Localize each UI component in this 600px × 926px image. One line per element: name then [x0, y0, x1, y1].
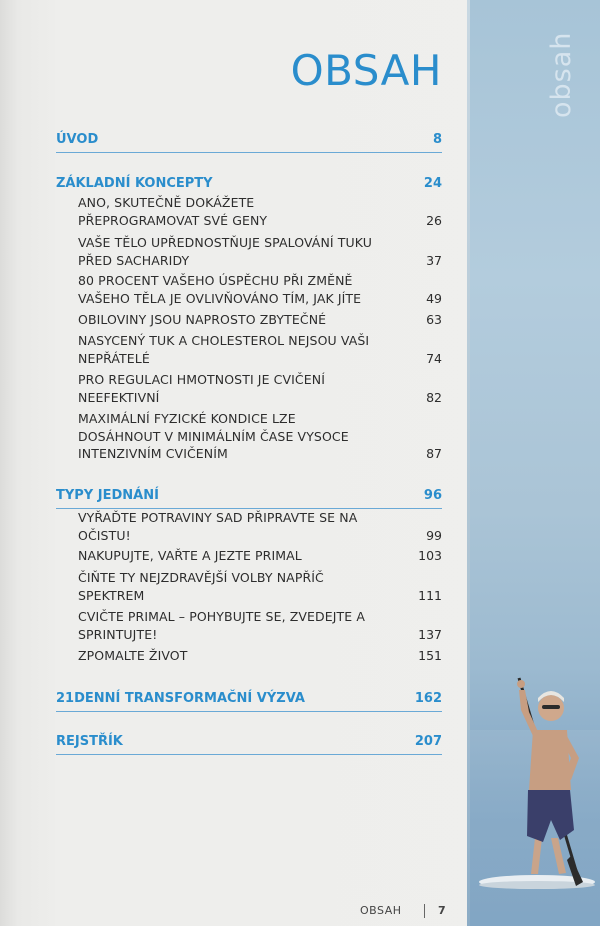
section-page: 24	[423, 175, 442, 191]
toc-item[interactable]	[78, 272, 442, 307]
toc-item-page: 74	[426, 350, 442, 366]
toc-item-page: 99	[426, 527, 442, 543]
toc-item[interactable]	[78, 569, 442, 604]
page-title: OBSAH	[290, 46, 442, 95]
toc-item-page: 137	[418, 626, 442, 642]
toc-item[interactable]	[78, 371, 442, 406]
page-number: 7	[438, 904, 446, 917]
toc-item-title: ZPOMALTE ŽIVOT	[78, 648, 188, 663]
toc-section-21denni-vyzva[interactable]	[56, 689, 442, 712]
toc-section-rejstrik[interactable]	[56, 732, 442, 755]
toc-item-page: 82	[426, 389, 442, 405]
toc-item[interactable]	[78, 332, 442, 367]
section-title: TYPY JEDNÁNÍ	[56, 487, 159, 503]
toc-item[interactable]	[78, 311, 442, 329]
toc-item-page: 103	[418, 548, 442, 563]
toc-item-title: VAŠE TĚLO UPŘEDNOSTŇUJE SPALOVÁNÍ TUKU PŘED SACHARIDY	[78, 235, 372, 268]
section-title: ÚVOD	[56, 131, 99, 147]
section-page: 207	[414, 733, 442, 749]
section-title: 21DENNÍ TRANSFORMAČNÍ VÝZVA	[56, 690, 305, 706]
section-title: ZÁKLADNÍ KONCEPTY	[56, 175, 213, 191]
toc-item[interactable]	[78, 647, 442, 665]
toc-section-typy-jednani[interactable]	[56, 486, 442, 509]
toc-item[interactable]	[78, 509, 442, 544]
section-page: 162	[414, 690, 442, 706]
toc-item[interactable]	[78, 234, 442, 269]
toc-item-page: 63	[426, 312, 442, 327]
footer-divider	[424, 904, 425, 918]
toc-section-uvod[interactable]	[56, 130, 442, 153]
paddleboarder-photo	[467, 660, 600, 926]
section-page: 8	[432, 131, 442, 147]
section-title: REJSTŘÍK	[56, 733, 123, 749]
toc-item-title: 80 PROCENT VAŠEHO ÚSPĚCHU PŘI ZMĚNĚ VAŠEHO TĚLA JE OVLIVŇOVÁNO TÍM, JAK JÍTE	[78, 273, 362, 306]
toc-section-zakladni-koncepty[interactable]	[56, 174, 442, 192]
toc-item-title: OBILOVINY JSOU NAPROSTO ZBYTEČNÉ	[78, 312, 327, 327]
toc-item-title: VYŘAĎTE POTRAVINY SAD PŘIPRAVTE SE NA OČISTU!	[78, 510, 358, 543]
toc-item[interactable]	[78, 547, 442, 565]
toc-item-title: NAKUPUJTE, VAŘTE A JEZTE PRIMAL	[78, 548, 302, 563]
toc-item-title: ANO, SKUTEČNĚ DOKÁŽETE PŘEPROGRAMOVAT SVÉ GENY	[78, 195, 268, 228]
toc-item-page: 49	[426, 290, 442, 306]
toc-item-page: 151	[418, 648, 442, 663]
toc-item-title: ČIŇTE TY NEJZDRAVĚJŠÍ VOLBY NAPŘÍČ SPEKTREM	[78, 570, 324, 603]
page-footer	[340, 904, 450, 920]
toc-item-title: NASYCENÝ TUK A CHOLESTEROL NEJSOU VAŠI NEPŘÁTELÉ	[78, 333, 370, 366]
toc-item-page: 87	[426, 446, 442, 461]
side-label: obsah	[546, 31, 577, 118]
toc-item-title: PRO REGULACI HMOTNOSTI JE CVIČENÍ NEEFEKTIVNÍ	[78, 372, 325, 405]
footer-label: OBSAH	[360, 904, 402, 917]
toc-item-title: MAXIMÁLNÍ FYZICKÉ KONDICE LZE DOSÁHNOUT V MINIMÁLNÍM ČASE VYSOCE INTENZIVNÍM CVIČENÍM	[78, 411, 349, 461]
toc-item[interactable]	[78, 410, 442, 463]
toc-item-page: 111	[418, 587, 442, 603]
toc-item-page: 26	[426, 212, 442, 228]
section-page: 96	[423, 487, 442, 503]
toc-item-page: 37	[426, 252, 442, 268]
toc-item-title: CVIČTE PRIMAL – POHYBUJTE SE, ZVEDEJTE A SPRINTUJTE!	[78, 609, 365, 642]
toc-item[interactable]	[78, 194, 442, 229]
toc-item[interactable]	[78, 608, 442, 643]
